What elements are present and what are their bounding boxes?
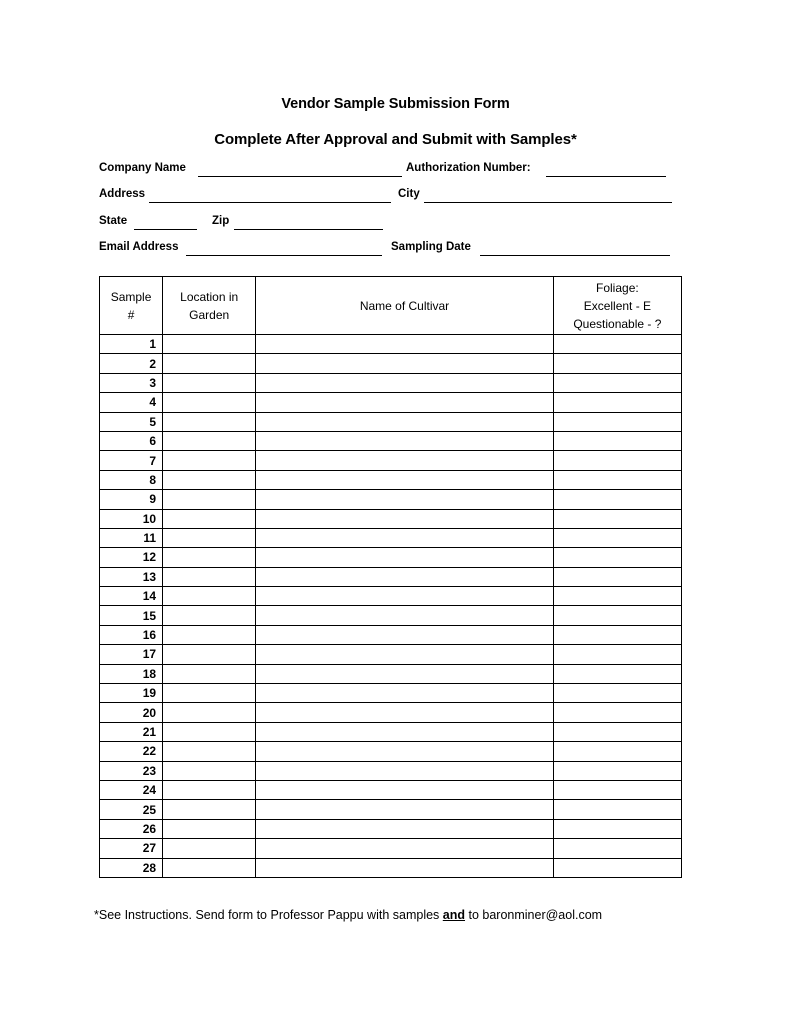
sample-number-cell: 18 — [100, 664, 163, 683]
table-row — [100, 819, 682, 838]
cultivar-cell[interactable] — [256, 819, 554, 838]
cultivar-cell[interactable] — [256, 548, 554, 567]
footnote-suffix: to baronminer@aol.com — [465, 908, 603, 922]
foliage-cell[interactable] — [553, 354, 681, 373]
table-row — [100, 393, 682, 412]
location-cell[interactable] — [163, 684, 256, 703]
cultivar-cell[interactable] — [256, 335, 554, 354]
table-row — [100, 528, 682, 547]
header-foliage-line2: Excellent - E — [583, 298, 652, 313]
header-foliage-line3: Questionable - ? — [573, 316, 662, 331]
city-field[interactable] — [424, 188, 672, 203]
cultivar-cell[interactable] — [256, 839, 554, 858]
form-subtitle: Complete After Approval and Submit with Samples* — [214, 131, 577, 148]
cultivar-cell[interactable] — [256, 703, 554, 722]
header-sample-line1: Sample — [110, 289, 152, 304]
foliage-cell[interactable] — [553, 819, 681, 838]
sample-number-cell: 10 — [100, 509, 163, 528]
foliage-cell[interactable] — [553, 606, 681, 625]
sample-number-cell: 1 — [100, 335, 163, 354]
cultivar-cell[interactable] — [256, 373, 554, 392]
table-row — [100, 470, 682, 489]
location-cell[interactable] — [163, 393, 256, 412]
foliage-cell[interactable] — [553, 684, 681, 703]
table-row — [100, 858, 682, 877]
location-cell[interactable] — [163, 722, 256, 741]
sample-number-cell: 15 — [100, 606, 163, 625]
table-row — [100, 335, 682, 354]
location-cell[interactable] — [163, 470, 256, 489]
email-address-label: Email Address — [99, 241, 179, 253]
foliage-cell[interactable] — [553, 839, 681, 858]
foliage-cell[interactable] — [553, 780, 681, 799]
cultivar-cell[interactable] — [256, 722, 554, 741]
table-row — [100, 567, 682, 586]
table-row — [100, 625, 682, 644]
sample-number-cell: 11 — [100, 528, 163, 547]
field-row-address — [99, 188, 674, 206]
cultivar-cell[interactable] — [256, 393, 554, 412]
table-row — [100, 451, 682, 470]
sampling-date-label: Sampling Date — [391, 241, 471, 253]
foliage-cell[interactable] — [553, 335, 681, 354]
cultivar-cell[interactable] — [256, 567, 554, 586]
foliage-cell[interactable] — [553, 722, 681, 741]
table-row — [100, 684, 682, 703]
foliage-cell[interactable] — [553, 431, 681, 450]
sample-number-cell: 7 — [100, 451, 163, 470]
sample-number-cell: 22 — [100, 742, 163, 761]
foliage-cell[interactable] — [553, 742, 681, 761]
state-label: State — [99, 215, 128, 227]
location-cell[interactable] — [163, 548, 256, 567]
foliage-cell[interactable] — [553, 567, 681, 586]
table-row — [100, 800, 682, 819]
address-field[interactable] — [149, 188, 391, 203]
footnote-prefix: *See Instructions. Send form to Professor Pappu with samples — [94, 908, 443, 922]
sample-number-cell: 2 — [100, 354, 163, 373]
table-row — [100, 742, 682, 761]
company-name-label: Company Name — [99, 162, 186, 174]
location-cell[interactable] — [163, 761, 256, 780]
table-row — [100, 722, 682, 741]
foliage-cell[interactable] — [553, 451, 681, 470]
location-cell[interactable] — [163, 354, 256, 373]
cultivar-cell[interactable] — [256, 490, 554, 509]
cultivar-cell[interactable] — [256, 470, 554, 489]
sample-number-cell: 17 — [100, 645, 163, 664]
city-label: City — [398, 188, 420, 200]
address-label: Address — [99, 188, 146, 200]
location-cell[interactable] — [163, 780, 256, 799]
location-cell[interactable] — [163, 703, 256, 722]
sample-number-cell: 6 — [100, 431, 163, 450]
table-row — [100, 606, 682, 625]
location-cell[interactable] — [163, 858, 256, 877]
cultivar-cell[interactable] — [256, 354, 554, 373]
sample-number-cell: 24 — [100, 780, 163, 799]
table-row — [100, 548, 682, 567]
table-row — [100, 490, 682, 509]
sample-number-cell: 9 — [100, 490, 163, 509]
sample-number-cell: 27 — [100, 839, 163, 858]
location-cell[interactable] — [163, 567, 256, 586]
zip-field[interactable] — [234, 215, 383, 230]
table-row — [100, 373, 682, 392]
location-cell[interactable] — [163, 606, 256, 625]
table-row — [100, 780, 682, 799]
location-cell[interactable] — [163, 742, 256, 761]
foliage-cell[interactable] — [553, 858, 681, 877]
cultivar-cell[interactable] — [256, 528, 554, 547]
foliage-cell[interactable] — [553, 528, 681, 547]
table-row — [100, 664, 682, 683]
header-foliage-line1: Foliage: — [596, 280, 639, 295]
location-cell[interactable] — [163, 431, 256, 450]
table-row — [100, 703, 682, 722]
cultivar-cell[interactable] — [256, 451, 554, 470]
location-cell[interactable] — [163, 625, 256, 644]
header-sample-line2: # — [127, 307, 135, 322]
cultivar-cell[interactable] — [256, 858, 554, 877]
footnote — [94, 908, 602, 922]
location-cell[interactable] — [163, 800, 256, 819]
sample-number-cell: 28 — [100, 858, 163, 877]
cultivar-cell[interactable] — [256, 645, 554, 664]
location-cell[interactable] — [163, 528, 256, 547]
table-row — [100, 761, 682, 780]
state-field[interactable] — [134, 215, 197, 230]
authorization-number-field[interactable] — [546, 162, 666, 177]
cultivar-cell[interactable] — [256, 780, 554, 799]
table-header-row — [100, 277, 682, 335]
sample-table — [99, 276, 682, 878]
company-name-field[interactable] — [198, 162, 402, 177]
footnote-emphasis: and — [442, 908, 466, 922]
authorization-number-label: Authorization Number: — [406, 162, 531, 174]
location-cell[interactable] — [163, 587, 256, 606]
sample-number-cell: 3 — [100, 373, 163, 392]
foliage-cell[interactable] — [553, 800, 681, 819]
email-address-field[interactable] — [186, 241, 382, 256]
cultivar-cell[interactable] — [256, 684, 554, 703]
sample-number-cell: 5 — [100, 412, 163, 431]
table-row — [100, 587, 682, 606]
header-name-of-cultivar — [256, 277, 554, 335]
foliage-cell[interactable] — [553, 490, 681, 509]
foliage-cell[interactable] — [553, 470, 681, 489]
sample-number-cell: 12 — [100, 548, 163, 567]
location-cell[interactable] — [163, 839, 256, 858]
foliage-cell[interactable] — [553, 412, 681, 431]
location-cell[interactable] — [163, 335, 256, 354]
cultivar-cell[interactable] — [256, 587, 554, 606]
location-cell[interactable] — [163, 490, 256, 509]
location-cell[interactable] — [163, 819, 256, 838]
table-row — [100, 839, 682, 858]
cultivar-cell[interactable] — [256, 742, 554, 761]
sample-number-cell: 13 — [100, 567, 163, 586]
sample-number-cell: 23 — [100, 761, 163, 780]
cultivar-cell[interactable] — [256, 509, 554, 528]
foliage-cell[interactable] — [553, 548, 681, 567]
sample-number-cell: 25 — [100, 800, 163, 819]
header-foliage — [553, 277, 681, 335]
cultivar-cell[interactable] — [256, 800, 554, 819]
header-location-line1: Location in — [180, 289, 239, 304]
cultivar-cell[interactable] — [256, 606, 554, 625]
table-row — [100, 509, 682, 528]
table-row — [100, 645, 682, 664]
foliage-cell[interactable] — [553, 761, 681, 780]
table-row — [100, 354, 682, 373]
table-row — [100, 431, 682, 450]
header-location-in-garden — [163, 277, 256, 335]
cultivar-cell[interactable] — [256, 431, 554, 450]
form-title: Vendor Sample Submission Form — [281, 96, 510, 112]
location-cell[interactable] — [163, 412, 256, 431]
cultivar-cell[interactable] — [256, 761, 554, 780]
field-row-company — [99, 162, 669, 180]
location-cell[interactable] — [163, 664, 256, 683]
sample-number-cell: 21 — [100, 722, 163, 741]
table-row — [100, 412, 682, 431]
foliage-cell[interactable] — [553, 664, 681, 683]
sample-number-cell: 26 — [100, 819, 163, 838]
zip-label: Zip — [212, 215, 230, 227]
header-location-line2: Garden — [189, 307, 230, 322]
foliage-cell[interactable] — [553, 703, 681, 722]
field-row-email — [99, 241, 674, 259]
cultivar-cell[interactable] — [256, 625, 554, 644]
location-cell[interactable] — [163, 451, 256, 470]
sample-number-cell: 4 — [100, 393, 163, 412]
cultivar-cell[interactable] — [256, 664, 554, 683]
sampling-date-field[interactable] — [480, 241, 670, 256]
header-cultivar-text: Name of Cultivar — [359, 298, 450, 313]
foliage-cell[interactable] — [553, 393, 681, 412]
sample-number-cell: 20 — [100, 703, 163, 722]
foliage-cell[interactable] — [553, 645, 681, 664]
location-cell[interactable] — [163, 645, 256, 664]
foliage-cell[interactable] — [553, 587, 681, 606]
field-row-state — [99, 215, 389, 233]
sample-number-cell: 14 — [100, 587, 163, 606]
location-cell[interactable] — [163, 373, 256, 392]
sample-number-cell: 16 — [100, 625, 163, 644]
sample-number-cell: 19 — [100, 684, 163, 703]
foliage-cell[interactable] — [553, 509, 681, 528]
cultivar-cell[interactable] — [256, 412, 554, 431]
foliage-cell[interactable] — [553, 373, 681, 392]
location-cell[interactable] — [163, 509, 256, 528]
foliage-cell[interactable] — [553, 625, 681, 644]
sample-number-cell: 8 — [100, 470, 163, 489]
header-sample-number — [100, 277, 163, 335]
